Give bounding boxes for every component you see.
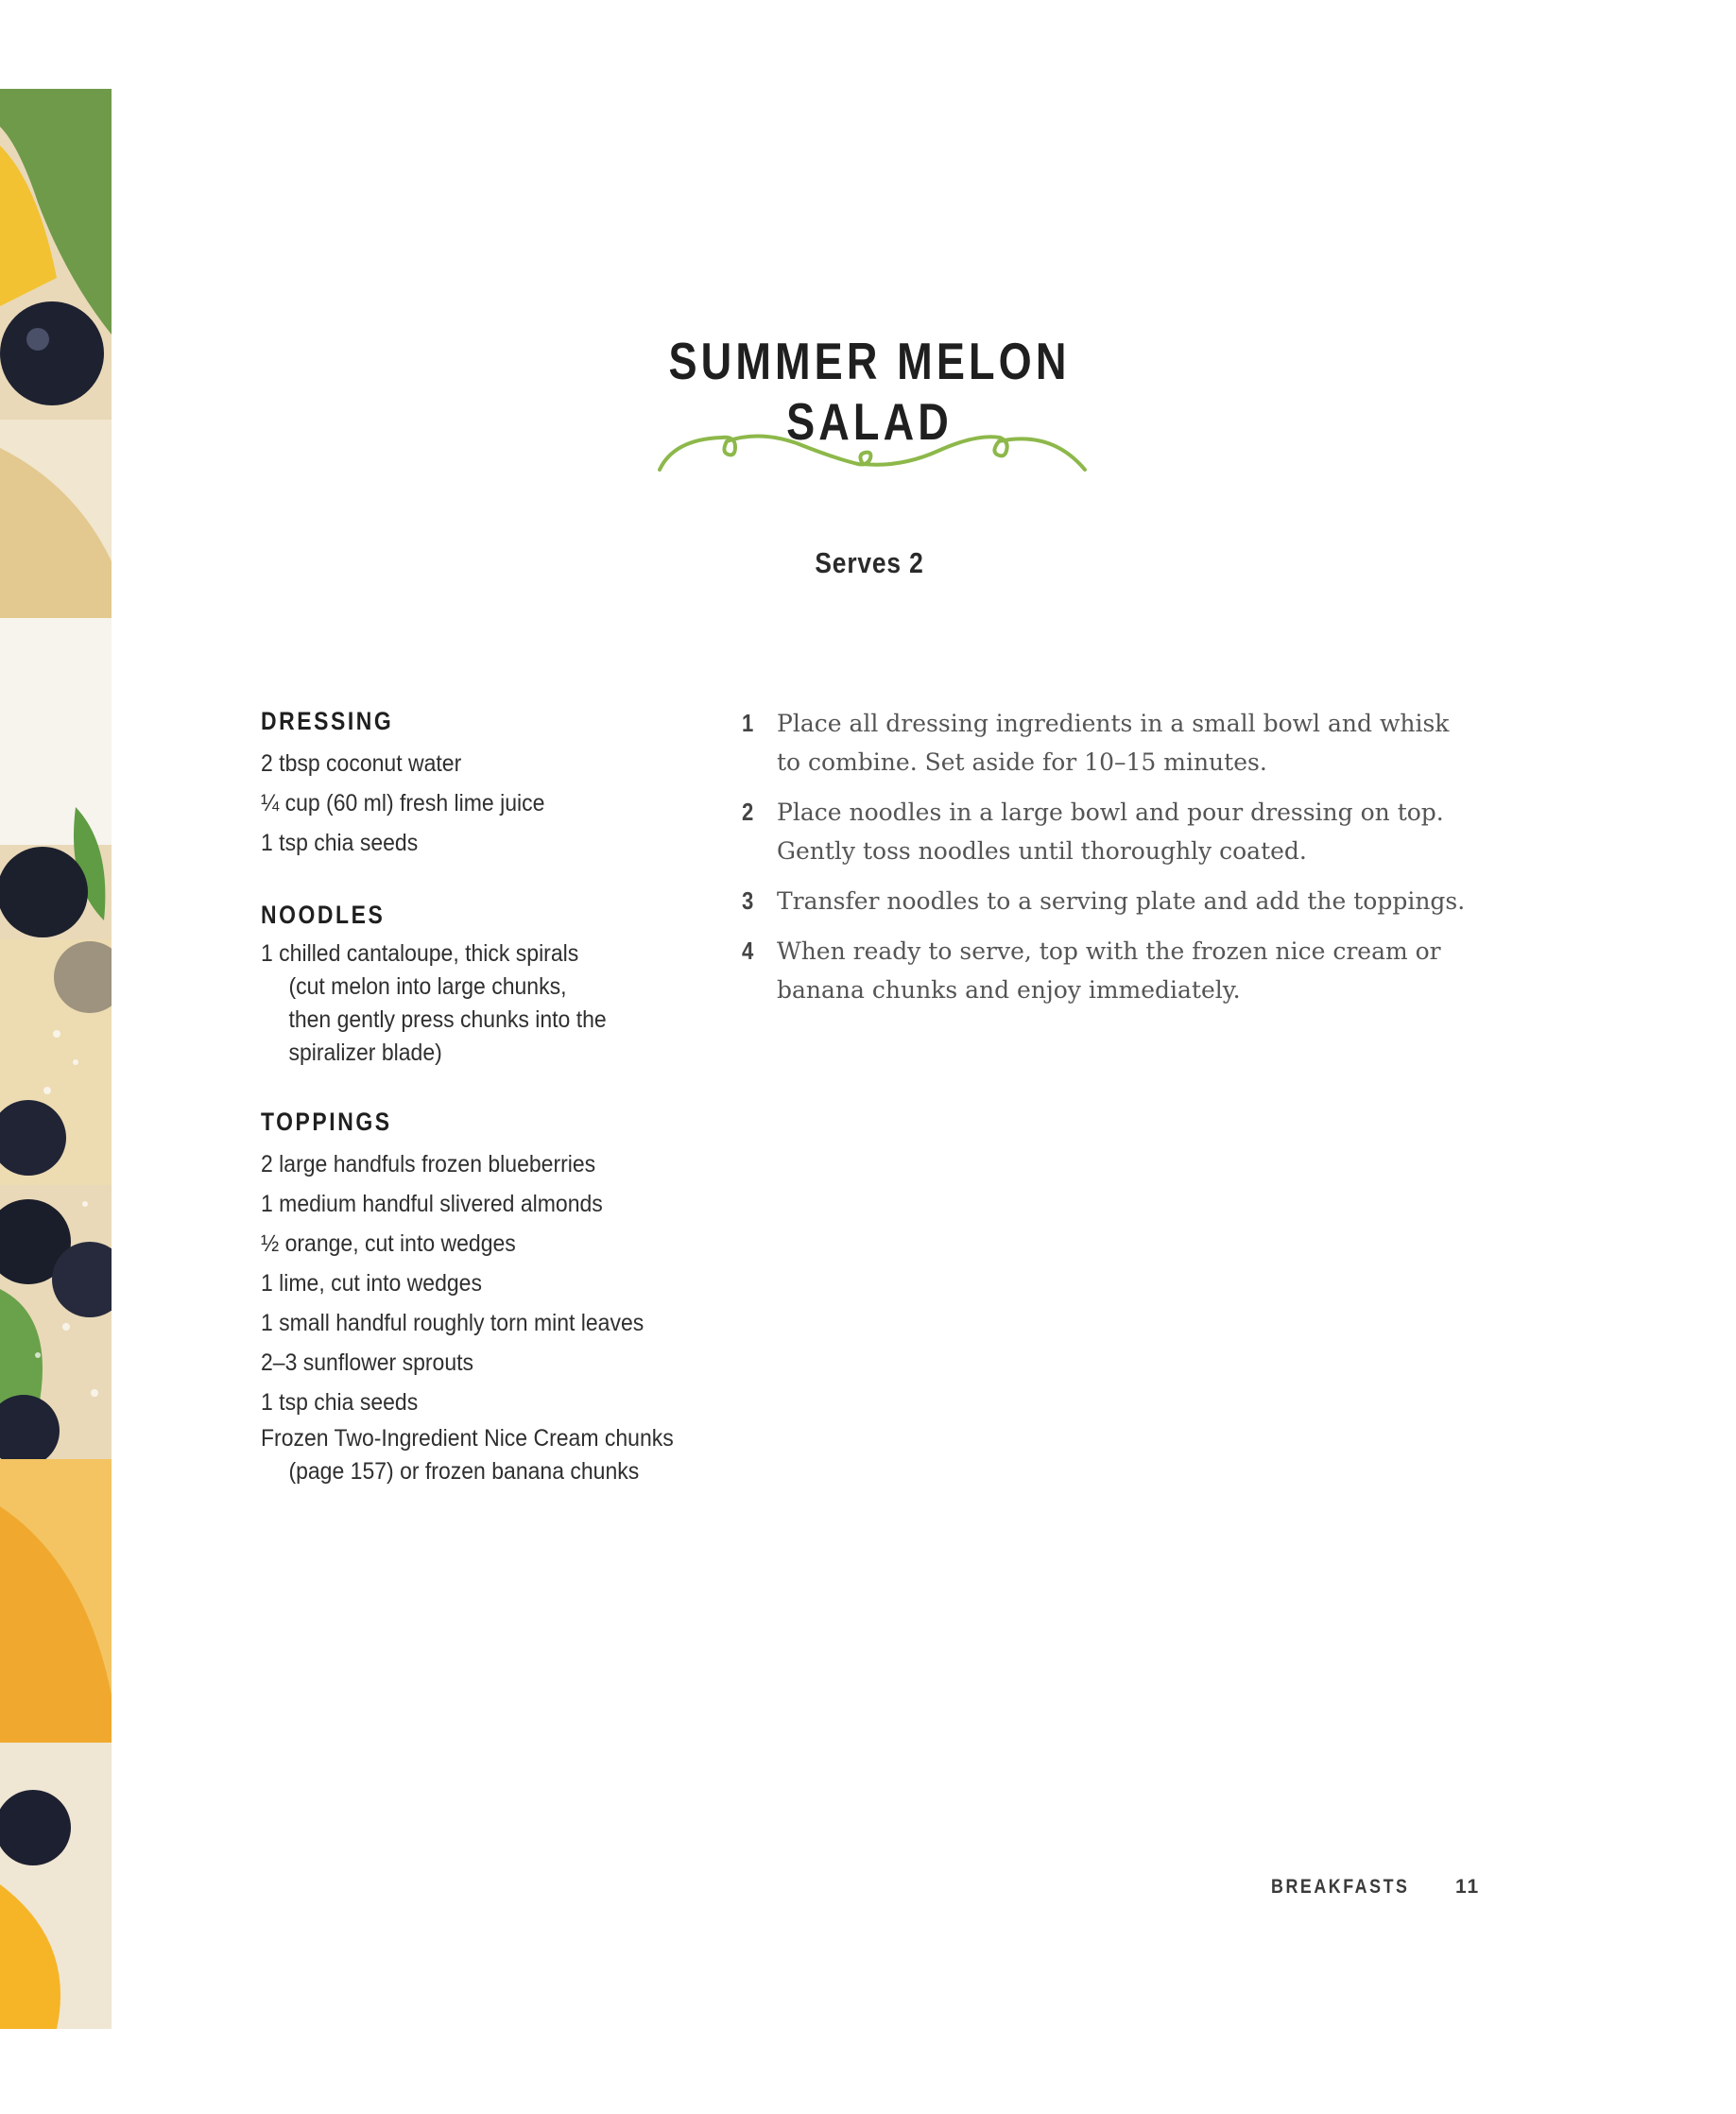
recipe-title: SUMMER MELON SALAD [668, 332, 1071, 451]
ingredient-item: 2 large handfuls frozen blueberries [261, 1151, 596, 1177]
method-steps [739, 704, 1495, 1021]
step-text: Transfer noodles to a serving plate and add the toppings. [777, 887, 1466, 915]
footer-section-name: BREAKFASTS [1271, 1876, 1410, 1898]
ingredient-item-continued: (cut melon into large chunks, [288, 973, 567, 1000]
step-number: 2 [742, 798, 754, 826]
ingredient-item-continued: spiralizer blade) [288, 1040, 442, 1066]
method-step [739, 793, 1495, 870]
ingredient-item-continued: then gently press chunks into the [288, 1006, 607, 1033]
noodles-section [261, 901, 752, 1070]
ingredient-item: ¼ cup (60 ml) fresh lime juice [261, 790, 545, 816]
decorative-flourish [655, 421, 1091, 477]
ingredient-item: 1 small handful roughly torn mint leaves [261, 1310, 645, 1336]
method-step [739, 882, 1495, 920]
side-food-photo [0, 89, 112, 2029]
toppings-heading: TOPPINGS [261, 1108, 392, 1136]
step-number: 1 [742, 709, 754, 737]
dressing-heading: DRESSING [261, 707, 394, 735]
step-text: When ready to serve, top with the frozen nice cream or banana chunks and enjoy immediately. [777, 937, 1441, 1004]
method-step [739, 704, 1495, 782]
ingredient-item: 1 tsp chia seeds [261, 830, 419, 856]
ingredients-column [261, 707, 752, 1526]
dressing-section [261, 707, 752, 863]
step-number: 3 [742, 886, 754, 915]
noodles-heading: NOODLES [261, 901, 386, 929]
page-number: 11 [1455, 1876, 1481, 1898]
ingredient-item: 1 medium handful slivered almonds [261, 1191, 603, 1217]
step-text: Place noodles in a large bowl and pour dressing on top. Gently toss noodles until thoroughly coated. [777, 799, 1444, 865]
toppings-section [261, 1108, 752, 1488]
ingredient-item: ½ orange, cut into wedges [261, 1230, 516, 1257]
ingredient-item: Frozen Two-Ingredient Nice Cream chunks [261, 1425, 674, 1452]
ingredient-item: 2–3 sunflower sprouts [261, 1349, 474, 1376]
ingredient-item: 1 chilled cantaloupe, thick spirals [261, 940, 579, 967]
ingredient-item-continued: (page 157) or frozen banana chunks [288, 1458, 640, 1485]
serves-count: Serves 2 [815, 546, 924, 579]
ingredient-item: 2 tbsp coconut water [261, 750, 462, 777]
method-step [739, 932, 1495, 1009]
ingredient-item: 1 tsp chia seeds [261, 1389, 419, 1416]
ingredient-item: 1 lime, cut into wedges [261, 1270, 482, 1297]
step-number: 4 [742, 937, 754, 965]
step-text: Place all dressing ingredients in a small bowl and whisk to combine. Set aside for 10–15 minutes. [777, 710, 1450, 776]
